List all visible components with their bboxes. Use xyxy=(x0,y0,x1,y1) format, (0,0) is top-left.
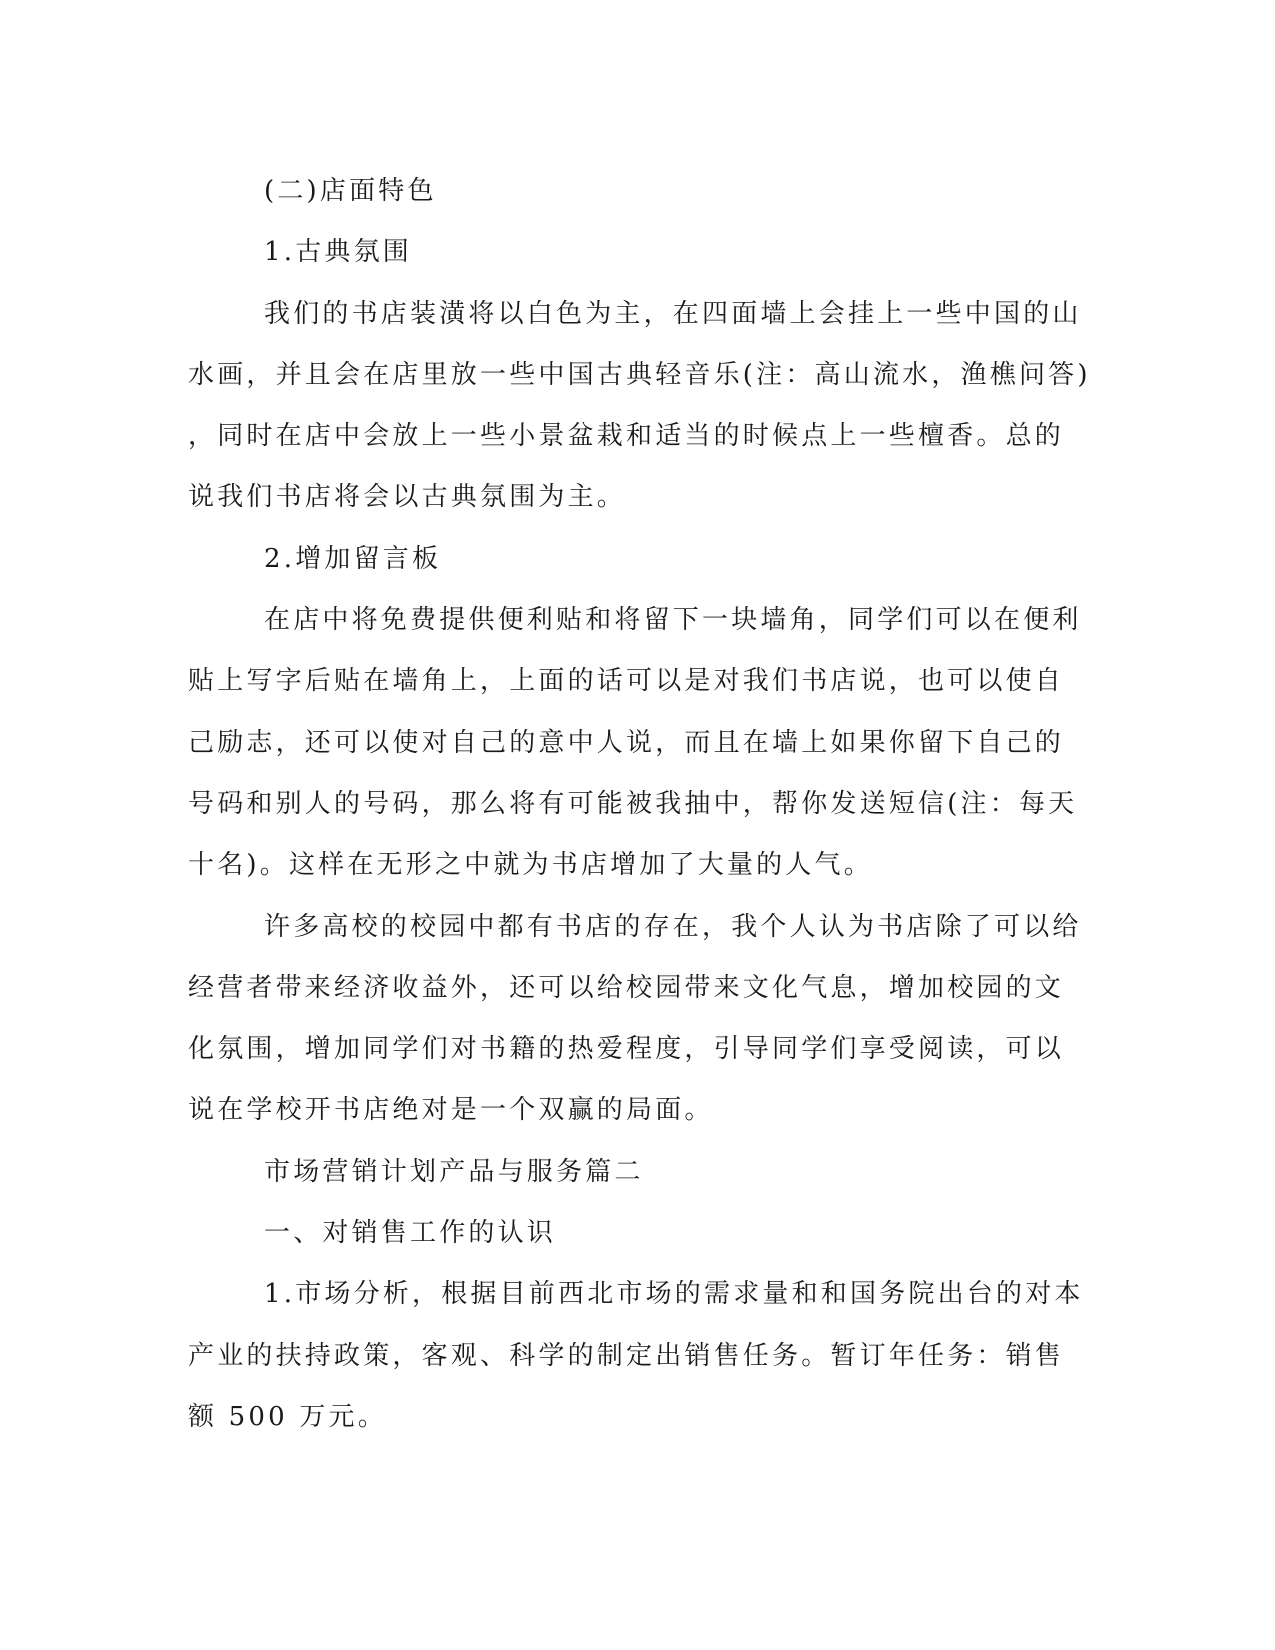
text-line: 市场营销计划产品与服务篇二 xyxy=(264,1156,644,1187)
text-line: 在店中将免费提供便利贴和将留下一块墙角，同学们可以在便利 xyxy=(264,605,1082,636)
text-line: 产业的扶持政策，客观、科学的制定出销售任务。暂订年任务：销售 xyxy=(188,1340,1065,1371)
text-line: 号码和别人的号码，那么将有可能被我抽中，帮你发送短信(注：每天 xyxy=(188,788,1078,819)
text-line: 额 500 万元。 xyxy=(188,1401,387,1432)
text-line: 说我们书店将会以古典氛围为主。 xyxy=(188,482,627,513)
text-line: 一、对销售工作的认识 xyxy=(264,1218,557,1249)
text-line: 许多高校的校园中都有书店的存在，我个人认为书店除了可以给 xyxy=(264,911,1082,942)
text-line: 经营者带来经济收益外，还可以给校园带来文化气息，增加校园的文 xyxy=(188,972,1065,1003)
text-line: 己励志，还可以使对自己的意中人说，而且在墙上如果你留下自己的 xyxy=(188,727,1065,758)
text-line: 2.增加留言板 xyxy=(264,543,442,574)
text-line: 我们的书店装潢将以白色为主，在四面墙上会挂上一些中国的山 xyxy=(264,298,1082,329)
text-line: 水画，并且会在店里放一些中国古典轻音乐(注：高山流水，渔樵问答) xyxy=(188,359,1091,390)
text-line: 化氛围，增加同学们对书籍的热爱程度，引导同学们享受阅读，可以 xyxy=(188,1034,1065,1065)
text-line: 贴上写字后贴在墙角上，上面的话可以是对我们书店说，也可以使自 xyxy=(188,666,1065,697)
text-line: 1.古典氛围 xyxy=(264,237,413,268)
text-line: 十名)。这样在无形之中就为书店增加了大量的人气。 xyxy=(188,850,873,881)
text-line: 说在学校开书店绝对是一个双赢的局面。 xyxy=(188,1095,714,1126)
text-line: (二)店面特色 xyxy=(264,176,437,206)
document-body xyxy=(188,161,1091,1448)
text-line: 1.市场分析，根据目前西北市场的需求量和和国务院出台的对本 xyxy=(264,1279,1084,1310)
text-line: ，同时在店中会放上一些小景盆栽和适当的时候点上一些檀香。总的 xyxy=(188,421,1065,452)
